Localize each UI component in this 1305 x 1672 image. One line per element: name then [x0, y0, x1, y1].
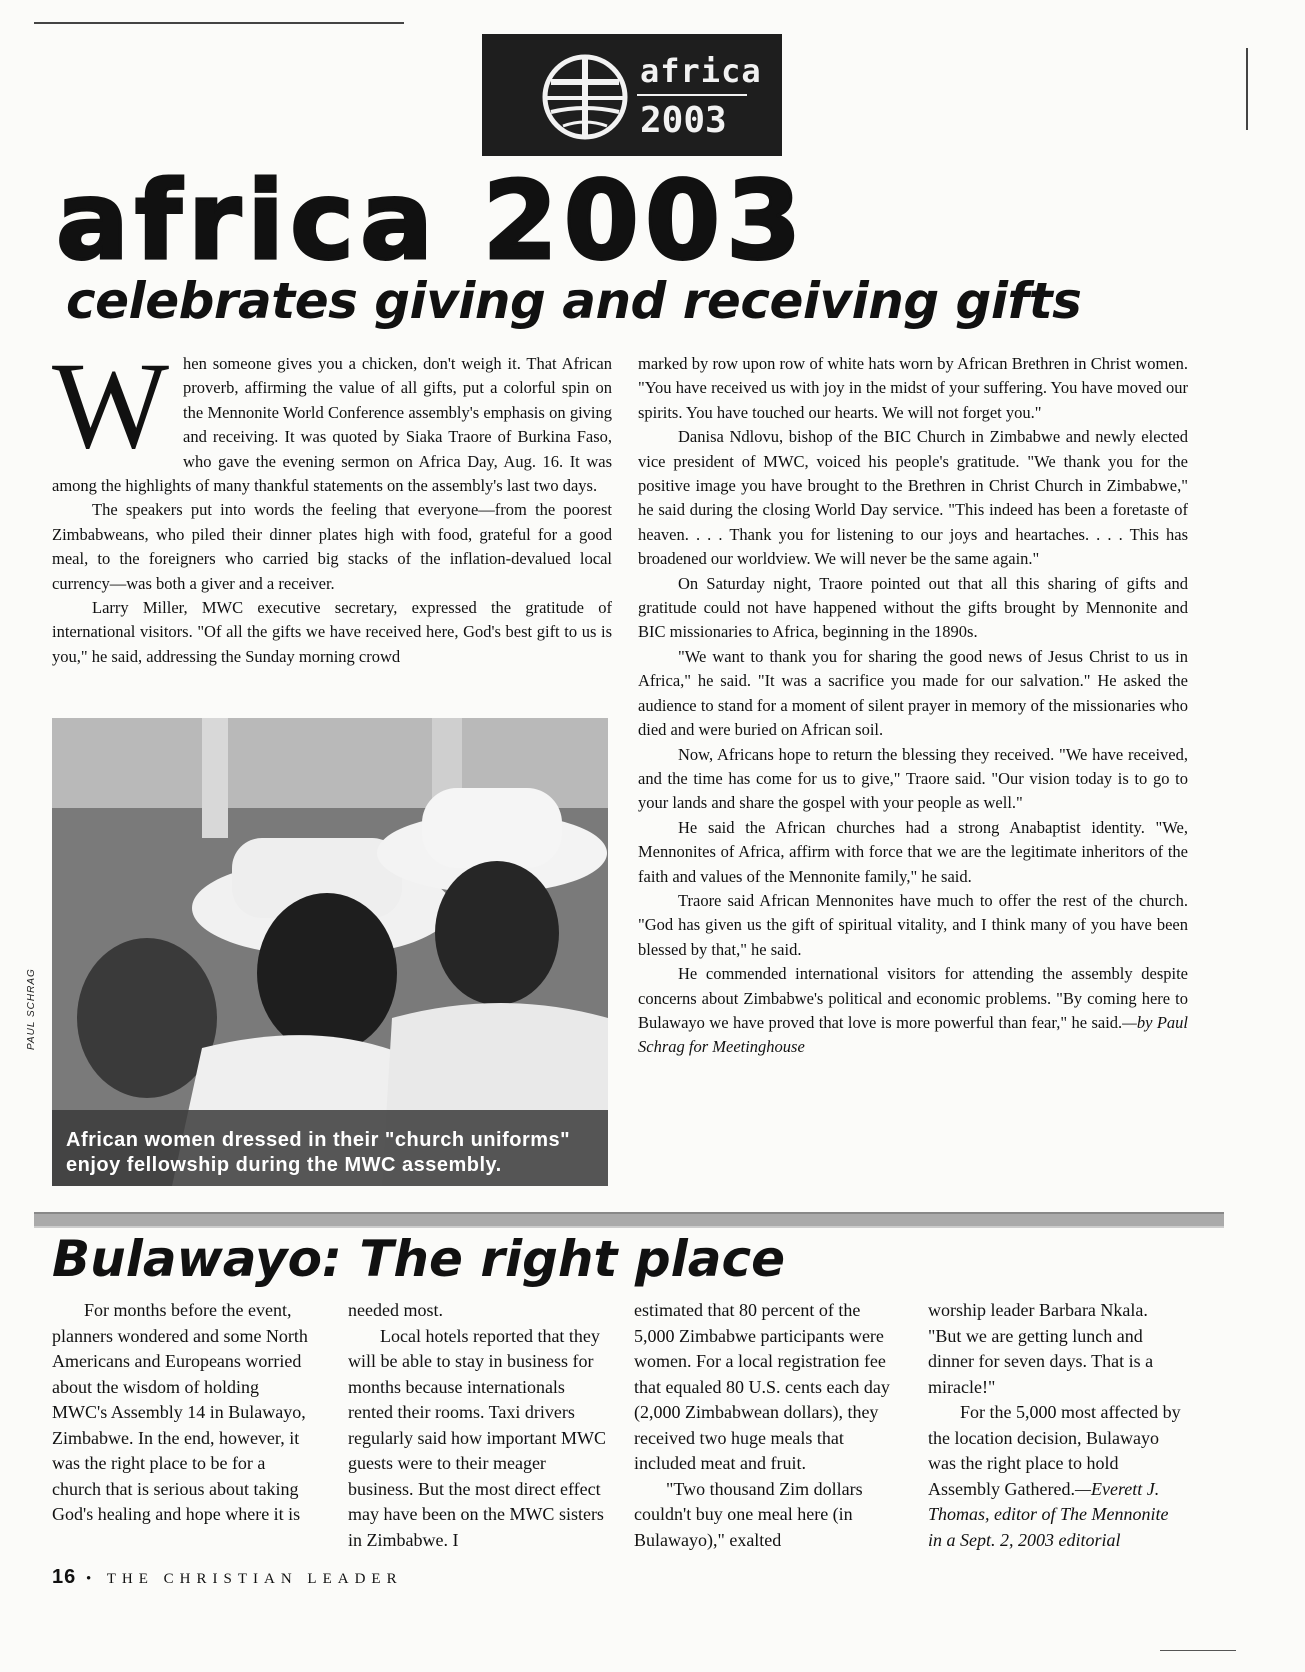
right-rule [1246, 48, 1248, 130]
sidebar-paragraph: Local hotels reported that they will be able to stay in business for months because internationals rented their rooms. Taxi drivers regularly said how important MWC guests were to their meager business. But the most direct effect may have been on the MWC sisters in Zimbabwe. I [348, 1325, 606, 1550]
article-paragraph: Larry Miller, MWC executive secretary, expressed the gratitude of international visitors. "Of all the gifts we have received here, God's best gift to us is you," he said, addressing the Sunday morning crowd [52, 598, 612, 666]
women-photo-image [52, 718, 608, 1186]
sidebar-title: Bulawayo: The right place [52, 1230, 786, 1288]
top-rule [34, 22, 404, 24]
page-number: 16 [52, 1566, 77, 1588]
drop-cap: W [52, 337, 170, 474]
sidebar-paragraph: needed most. [348, 1300, 443, 1320]
sidebar-credit: —Everett J. Thomas, editor of The Mennonite in a Sept. 2, 2003 editorial [928, 1478, 1169, 1550]
sidebar-column-1 [52, 1298, 310, 1528]
article-left-column [52, 337, 612, 669]
logo-year: 2003 [640, 100, 727, 141]
sidebar-paragraph: For months before the event, planners wondered and some North Americans and Europeans worried about the wisdom of holding MWC's Assembly 14 in Bulawayo, Zimbabwe. In the end, however, it was the right place to be for a church that is serious about taking God's healing and hope where it is [52, 1300, 308, 1524]
footer-bullet: • [86, 1571, 98, 1587]
article-paragraph: He commended international visitors for attending the assembly despite concerns about Zimbabwe's political and economic problems. "By coming here to Bulawayo we have proved that love is more powerful than fear," he said.—by Paul Schrag for Meetinghouse [638, 964, 1188, 1057]
sidebar-column-2 [348, 1298, 610, 1553]
masthead-title: africa 2003 [56, 159, 808, 284]
masthead-subtitle: celebrates giving and receiving gifts [66, 272, 1082, 330]
sidebar-paragraph: For the 5,000 most affected by the location decision, Bulawayo was the right place to hold Assembly Gathered.—Everett J. Thomas, editor of The Mennonite in a Sept. 2, 2003 editorial [928, 1402, 1181, 1550]
article-paragraph: Traore said African Mennonites have much to offer the rest of the church. "God has given us the gift of spiritual vitality, and I think many of you have been blessed by that," he said. [638, 890, 1188, 959]
sidebar-paragraph: "Two thousand Zim dollars couldn't buy one meal here (in Bulawayo)," exalted [634, 1478, 863, 1550]
article-paragraph: When someone gives you a chicken, don't weigh it. That African proverb, affirming the value of all gifts, put a colorful spin on the Mennonite World Conference assembly's emphasis on giving and receiving. It was quoted by Siaka Traore of Burkina Faso, who gave the evening sermon on Africa Day, Aug. 16. It was among the highlights of many thankful statements on the assembly's last two days. [52, 337, 612, 496]
article-photo [52, 718, 608, 1186]
article-paragraph: On Saturday night, Traore pointed out that all this sharing of gifts and gratitude could not have happened without the gifts brought by Mennonite and BIC missionaries to Africa, beginning in the 1890s. [638, 573, 1188, 642]
globe-cross-icon [537, 52, 633, 142]
page-footer [52, 1566, 403, 1589]
photo-caption: African women dressed in their "church uniforms" enjoy fellowship during the MWC assembly. [66, 1129, 571, 1176]
logo-word: africa [640, 52, 762, 90]
article-paragraph: Now, Africans hope to return the blessing they received. "We have received, and the time has come for us to give," Traore said. "Our vision today is to go to your lands and share the gospel with your people as well." [638, 744, 1188, 813]
article-right-column [638, 352, 1188, 1060]
article-paragraph: The speakers put into words the feeling that everyone—from the poorest Zimbabweans, who piled their dinner plates high with food, grateful for a good meal, to the foreigners who carried big stacks of the inflation-devalued local currency—was both a giver and a receiver. [52, 500, 612, 593]
article-byline: —by Paul Schrag for Meetinghouse [638, 1012, 1188, 1057]
photo-credit: PAUL SCHRAG [26, 968, 37, 1050]
article-paragraph: marked by row upon row of white hats worn by African Brethren in Christ women. "You have received us with joy in the midst of your suffering. You have moved our spirits. You have touched our hearts. We will not forget you." [638, 354, 1188, 422]
publication-name: THE CHRISTIAN LEADER [106, 1571, 403, 1587]
bottom-rule [1160, 1650, 1236, 1651]
article-paragraph: "We want to thank you for sharing the good news of Jesus Christ to us in Africa," he said. "It was a sacrifice you made for our salvation." He asked the audience to stand for a moment of silent prayer in memory of the missionaries who died and were buried on African soil. [638, 646, 1188, 740]
africa-2003-logo [482, 34, 782, 156]
sidebar-column-4 [928, 1298, 1184, 1553]
section-divider [34, 1212, 1224, 1228]
sidebar-paragraph: estimated that 80 percent of the 5,000 Zimbabwe participants were women. For a local registration fee that equaled 80 U.S. cents each day (2,000 Zimbabwean dollars), they received two huge meals that included meat and fruit. [634, 1300, 890, 1473]
logo-divider [637, 94, 747, 96]
article-paragraph: He said the African churches had a strong Anabaptist identity. "We, Mennonites of Africa, affirm with force that we are the legitimate inheritors of the faith and values of the Mennonite family," he said. [638, 817, 1188, 886]
article-paragraph: Danisa Ndlovu, bishop of the BIC Church in Zimbabwe and newly elected vice president of MWC, voiced his people's gratitude. "We thank you for the positive image you have brought to the Brethren in Christ Church in Zimbabwe," he said during the closing World Day service. "This indeed has been a foretaste of heaven. . . . Thank you for listening to our joys and heartaches. . . . This has broadened our worldview. We will never be the same again." [638, 427, 1188, 569]
sidebar-column-3 [634, 1298, 902, 1553]
sidebar-paragraph: worship leader Barbara Nkala. "But we are getting lunch and dinner for seven days. That is a miracle!" [928, 1300, 1154, 1397]
